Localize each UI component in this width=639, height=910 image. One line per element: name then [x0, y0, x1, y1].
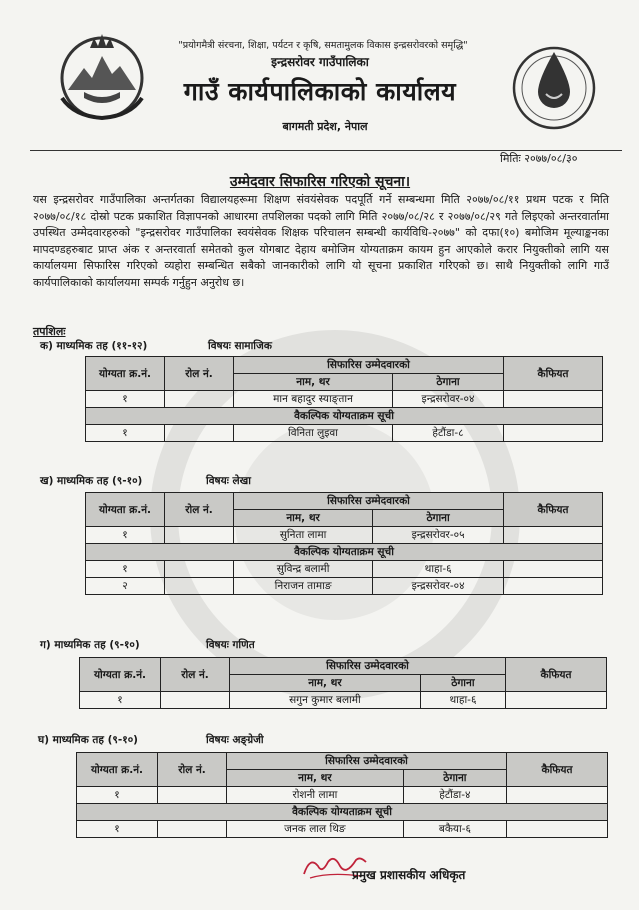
notice-body: यस इन्द्रसरोवर गाउँपालिका अन्तर्गतका विद्यालयहरूमा शिक्षण संवयंसेवक पदपूर्ति गर्ने सम्बन्धमा मिति २०७७/०८/११ प्रथम पटक र मिति २०७७/०८/१८ दोस्रो पटक प्रकाशित विज्ञापनको आधारमा तपशिलका पदको लागि मिति २०७७/०८/२८ र २०७७/०८/२९ गते लिइएको अन्तरवार्तामा उपस्थित उम्मेदवारहरुको "इन्द्रसरोवर गाउँपालिका स्वयंसेवक शिक्षक परिचालन सम्बन्धी कार्यविधि-२०७७" को दफा(१०) बमोजिम मूल्याङ्कनका मापदण्डहरुबाट प्राप्त अंक र अन्तरवार्ता समेतको कुल योगबाट देहाय बमोजिम योग्यताक्रम कायम हुन आएकोले करार नियुक्तीको लागि यस कार्यालयमा सिफारिस गरिएको व्यहोरा सम्बन्धित सबैको जानकारीको लागि यो सूचना प्रकाशित गरिएको छ। साथै नियुक्तीको लागि गाउँ कार्यपालिकाको कार्यालयमा सम्पर्क गर्नुहुन अनुरोध छ।: [33, 193, 609, 289]
remarks-cell: [507, 821, 608, 838]
roll-cell: [165, 425, 234, 442]
address-cell: हेटौंडा-८: [393, 425, 504, 442]
office-title: गाउँ कार्यपालिकाको कार्यालय: [183, 77, 457, 106]
name-cell: जनक लाल थिङ: [227, 821, 404, 838]
address-cell: हेटौंडा-४: [403, 787, 506, 804]
col-recommended: सिफारिस उम्मेदवारको: [234, 493, 504, 510]
notice-date: मितिः २०७७/०८/३०: [500, 152, 578, 165]
roll-cell: [165, 527, 234, 544]
remarks-cell: [504, 561, 603, 578]
col-name: नाम, थर: [234, 374, 393, 391]
signatory-title: प्रमुख प्रशासकीय अधिकृत: [352, 868, 466, 882]
table-row: [86, 527, 603, 544]
col-address: ठेगाना: [393, 374, 504, 391]
name-cell: मान बहादुर स्याङ्तान: [234, 391, 393, 408]
col-name: नाम, थर: [227, 770, 404, 787]
name-cell: निराजन तामाङ: [234, 578, 373, 595]
table-row: [86, 578, 603, 595]
address-cell: इन्द्रसरोवर-०४: [393, 391, 504, 408]
merit-cell: १: [80, 692, 161, 709]
col-merit-no: योग्यता क्र.नं.: [80, 658, 161, 692]
section-b-subject: विषयः लेखा: [206, 475, 251, 487]
merit-cell: १: [86, 425, 165, 442]
col-name: नाम, थर: [234, 510, 373, 527]
table-row: [77, 821, 608, 838]
col-recommended: सिफारिस उम्मेदवारको: [234, 357, 504, 374]
section-c-label: ग) माध्यमिक तह (९-१०): [40, 639, 140, 651]
merit-cell: १: [77, 787, 158, 804]
alternate-list-heading: वैकल्पिक योग्यताक्रम सूची: [77, 804, 608, 821]
name-cell: रोशनी लामा: [227, 787, 404, 804]
col-remarks: कैफियत: [504, 493, 603, 527]
name-cell: सुविन्द्र बलामी: [234, 561, 373, 578]
roll-cell: [158, 787, 227, 804]
roll-cell: [158, 821, 227, 838]
name-cell: सुनिता लामा: [234, 527, 373, 544]
remarks-cell: [507, 787, 608, 804]
alternate-list-heading: वैकल्पिक योग्यताक्रम सूची: [86, 408, 603, 425]
section-c-table: [79, 657, 607, 709]
table-row: [86, 391, 603, 408]
address-cell: इन्द्रसरोवर-०४: [373, 578, 504, 595]
merit-cell: १: [77, 821, 158, 838]
col-recommended: सिफारिस उम्मेदवारको: [227, 753, 507, 770]
col-merit-no: योग्यता क्र.नं.: [86, 493, 165, 527]
col-roll-no: रोल नं.: [165, 357, 234, 391]
roll-cell: [165, 391, 234, 408]
merit-cell: १: [86, 391, 165, 408]
section-a-subject: विषयः सामाजिक: [208, 340, 272, 352]
province-text: बागमती प्रदेश, नेपाल: [282, 120, 368, 133]
col-remarks: कैफियत: [506, 658, 607, 692]
col-address: ठेगाना: [403, 770, 506, 787]
roll-cell: [161, 692, 230, 709]
merit-cell: २: [86, 578, 165, 595]
municipality-water-drop-logo-icon: [510, 42, 598, 132]
details-label: तपशिलः: [33, 325, 66, 338]
col-remarks: कैफियत: [507, 753, 608, 787]
section-d-label: घ) माध्यमिक तह (९-१०): [38, 734, 138, 746]
municipality-name: इन्द्रसरोवर गाउँपालिका: [271, 55, 369, 69]
nepal-emblem-icon: [54, 28, 150, 124]
merit-cell: १: [86, 561, 165, 578]
table-row: [86, 425, 603, 442]
section-b-table: [85, 492, 603, 595]
remarks-cell: [506, 692, 607, 709]
remarks-cell: [504, 527, 603, 544]
col-roll-no: रोल नं.: [165, 493, 234, 527]
roll-cell: [165, 578, 234, 595]
col-address: ठेगाना: [420, 675, 505, 692]
remarks-cell: [504, 425, 603, 442]
address-cell: थाहा-६: [373, 561, 504, 578]
col-roll-no: रोल नं.: [158, 753, 227, 787]
col-remarks: कैफियत: [504, 357, 603, 391]
section-a-label: क) माध्यमिक तह (११-१२): [40, 340, 148, 352]
table-row: [80, 692, 607, 709]
section-b-label: ख) माध्यमिक तह (९-१०): [40, 475, 143, 487]
remarks-cell: [504, 578, 603, 595]
motto-text: "प्रयोगमैत्री संरचना, शिक्षा, पर्यटन र कृषि, समतामुलक विकास इन्द्रसरोवरको समृद्धि": [178, 40, 468, 51]
address-cell: थाहा-६: [420, 692, 505, 709]
col-merit-no: योग्यता क्र.नं.: [86, 357, 165, 391]
name-cell: विनिता लुइवा: [234, 425, 393, 442]
table-row: [86, 561, 603, 578]
notice-heading: उम्मेदवार सिफारिस गरिएको सूचना।: [229, 174, 411, 190]
address-cell: इन्द्रसरोवर-०५: [373, 527, 504, 544]
table-row: [77, 787, 608, 804]
roll-cell: [165, 561, 234, 578]
col-roll-no: रोल नं.: [161, 658, 230, 692]
remarks-cell: [504, 391, 603, 408]
col-recommended: सिफारिस उम्मेदवारको: [230, 658, 506, 675]
col-address: ठेगाना: [373, 510, 504, 527]
alternate-list-heading: वैकल्पिक योग्यताक्रम सूची: [86, 544, 603, 561]
col-merit-no: योग्यता क्र.नं.: [77, 753, 158, 787]
address-cell: बकैया-६: [403, 821, 506, 838]
section-d-subject: विषयः अङ्ग्रेजी: [206, 734, 264, 746]
merit-cell: १: [86, 527, 165, 544]
section-c-subject: विषयः गणित: [206, 639, 255, 651]
section-d-table: [76, 752, 608, 838]
name-cell: सगुन कुमार बलामी: [230, 692, 421, 709]
section-a-table: [85, 356, 603, 442]
col-name: नाम, थर: [230, 675, 421, 692]
